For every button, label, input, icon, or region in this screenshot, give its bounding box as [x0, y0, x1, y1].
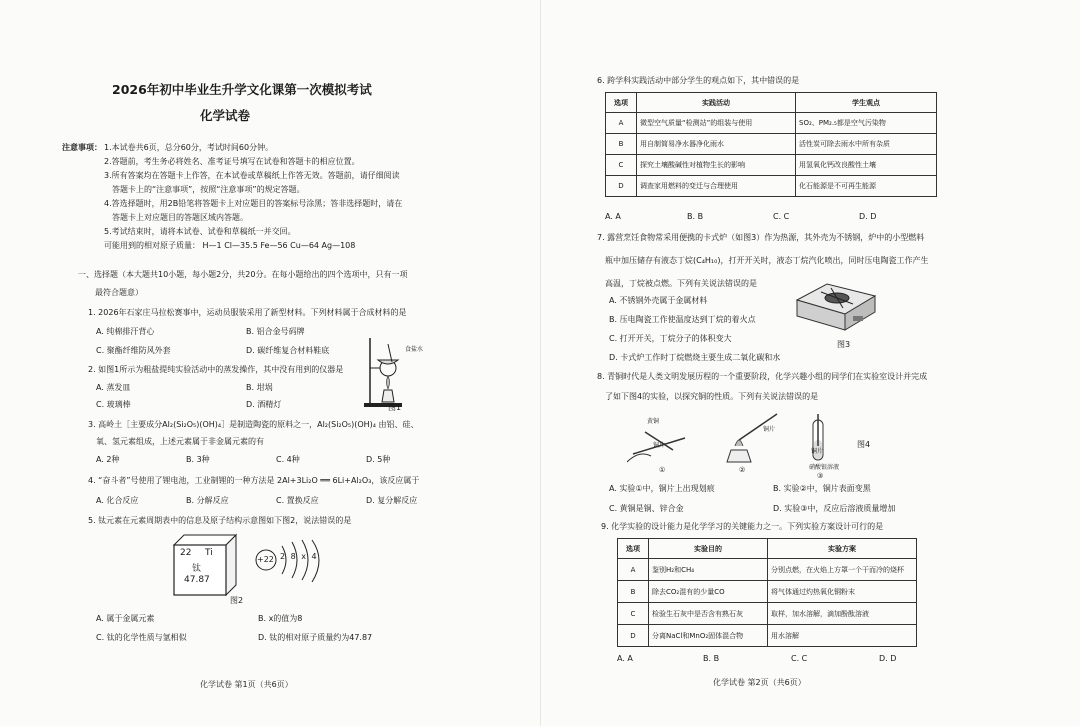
option-a: A. A [605, 212, 621, 221]
option-b: B. 压电陶瓷工作使温度达到丁烷的着火点 [609, 315, 756, 324]
table-cell: C [606, 155, 637, 176]
atomic-number: 22 [180, 548, 192, 558]
option-a: A. 不锈钢外壳属于金属材料 [609, 296, 708, 305]
table-cell: 检验生石灰中是否含有熟石灰 [649, 603, 768, 625]
table-header: 选项 [606, 93, 637, 113]
option-b: B. 分解反应 [186, 496, 229, 505]
option-c: C. 聚酯纤维防风外套 [96, 346, 171, 355]
option-c: C. C [773, 212, 790, 221]
option-a: A. 蒸发皿 [96, 383, 131, 392]
element-name: 钛 [192, 564, 202, 574]
question-6-table [605, 92, 937, 197]
figure-4-label: 图4 [857, 440, 871, 449]
note-line: 1.本试卷共6页，总分60分，考试时间60分钟。 [104, 143, 274, 152]
table-cell: 取样，加水溶解，滴加酚酞溶液 [768, 603, 917, 625]
option-c: C. 置换反应 [276, 496, 319, 505]
option-a: A. 属于金属元素 [96, 614, 155, 623]
question-7-stem: 7. 露营烹饪食物常采用便携的卡式炉（如图3）作为热源，其外壳为不锈钢，炉中的小型燃料 [597, 233, 925, 242]
question-1-stem: 1. 2026年石家庄马拉松赛事中，运动员服装采用了新型材料。下列材料属于合成材料的是 [88, 308, 407, 317]
experiment-2-number: ② [739, 466, 746, 474]
table-cell: 活性炭可除去雨水中所有杂质 [796, 134, 937, 155]
note-line: 5.考试结束时，请将本试卷、试卷和草稿纸一并交回。 [104, 227, 296, 236]
table-cell: 将气体通过灼热氧化铜粉末 [768, 581, 917, 603]
figure-2-label: 图2 [230, 596, 244, 605]
relative-atomic-mass: 47.87 [184, 575, 210, 585]
figure-3-cassette-stove [791, 278, 881, 336]
table-header: 选项 [618, 539, 649, 559]
question-3-stem: 3. 高岭土［主要成分Al₂(Si₂O₅)(OH)₄］是制造陶瓷的原料之一，Al₂(Si₂O₅)(OH)₄ 由铝、硅、 [88, 420, 419, 429]
table-cell: D [618, 625, 649, 647]
option-b: B. 铝合金号码牌 [246, 327, 305, 336]
question-9-stem: 9. 化学实验的设计能力是化学学习的关键能力之一。下列实验方案设计可行的是 [601, 522, 884, 531]
table-cell: 化石能源是不可再生能源 [796, 176, 937, 197]
table-cell: D [606, 176, 637, 197]
page-footer: 化学试卷 第2页（共6页） [713, 678, 806, 687]
figure-4-copper-label-2: 铜片 [763, 426, 776, 433]
option-a: A. 2种 [96, 455, 120, 464]
option-c: C. 玻璃棒 [96, 400, 131, 409]
table-cell: 分别点燃，在火焰上方罩一个干而冷的烧杯 [768, 559, 917, 581]
option-b: B. 坩埚 [246, 383, 273, 392]
option-a: A. 化合反应 [96, 496, 139, 505]
experiment-3-number: ③ [817, 472, 824, 480]
table-cell: 用自制简易净水器净化雨水 [637, 134, 796, 155]
table-row [606, 134, 937, 155]
table-row [618, 625, 917, 647]
exam-subject: 化学试卷 [200, 108, 251, 123]
question-3-stem-cont: 氧、氢元素组成，上述元素属于非金属元素的有 [96, 437, 264, 446]
option-d: D. 碳纤维复合材料鞋底 [246, 346, 330, 355]
figure-4-solution-label: 硝酸银溶液 [809, 464, 840, 471]
table-cell: A [606, 113, 637, 134]
table-row [606, 113, 937, 134]
figure-1-annotation: 食盐水 [405, 346, 424, 353]
option-d: D. 5种 [366, 455, 391, 464]
question-6-stem: 6. 跨学科实践活动中部分学生的观点如下，其中错误的是 [597, 76, 800, 85]
option-b: B. 实验②中，铜片表面变黑 [773, 484, 871, 493]
table-header: 实验目的 [649, 539, 768, 559]
table-header: 实践活动 [637, 93, 796, 113]
table-cell: B [606, 134, 637, 155]
option-b: B. B [687, 212, 704, 221]
option-d: D. D [859, 212, 877, 221]
option-a: A. 纯棉排汗背心 [96, 327, 155, 336]
section-heading-cont: 最符合题意） [95, 288, 143, 297]
question-4-stem: 4. “奋斗者”号使用了锂电池，工业制锂的一种方法是 2Al+3Li₂O ══ 6Li+Al₂O₃，该反应属于 [88, 476, 420, 485]
option-b: B. 3种 [186, 455, 210, 464]
question-7-stem-cont: 高温，丁烷被点燃。下列有关说法错误的是 [605, 279, 757, 288]
notes-label: 注意事项： [62, 143, 102, 152]
table-row [606, 155, 937, 176]
exam-title: 2026年初中毕业生升学文化课第一次模拟考试 [112, 82, 372, 97]
table-header: 学生观点 [796, 93, 937, 113]
option-c: C. 4种 [276, 455, 300, 464]
section-heading: 一、选择题（本大题共10小题，每小题2分，共20分。在每小题给出的四个选项中，只有一项 [78, 270, 408, 279]
option-c: C. 打开开关，丁烷分子的体积变大 [609, 334, 732, 343]
electron-shells: 2 8 x 4 [280, 552, 317, 561]
table-cell: 微型空气质量“检测站”的组装与使用 [637, 113, 796, 134]
atomic-structure-diagram [252, 538, 332, 600]
question-8-stem: 8. 青铜时代是人类文明发展历程的一个重要阶段，化学兴趣小组的同学们在实验室设计并完成 [597, 372, 928, 381]
note-line: 4.答选择题时，用2B铅笔将答题卡上对应题目的答案标号涂黑；答非选择题时，请在 [104, 199, 403, 208]
figure-4-copper-label-3: 铜片 [811, 448, 824, 455]
option-b: B. B [703, 654, 720, 663]
table-cell: 除去CO₂混有的少量CO [649, 581, 768, 603]
table-cell: C [618, 603, 649, 625]
element-symbol: Ti [205, 548, 213, 558]
option-d: D. 酒精灯 [246, 400, 282, 409]
table-header: 实验方案 [768, 539, 917, 559]
option-b: B. x的值为8 [258, 614, 303, 623]
note-line: 3.所有答案均在答题卡上作答，在本试卷或草稿纸上作答无效。答题前，请仔细阅读 [104, 171, 400, 180]
figure-3-label: 图3 [837, 340, 851, 349]
table-cell: 调查家用燃料的变迁与合理使用 [637, 176, 796, 197]
table-row [618, 581, 917, 603]
table-cell: 用氢氧化钙改良酸性土壤 [796, 155, 937, 176]
experiment-1-number: ① [659, 466, 666, 474]
table-cell: 用水溶解 [768, 625, 917, 647]
option-d: D. 卡式炉工作时丁烷燃烧主要生成二氧化碳和水 [609, 353, 781, 362]
question-5-stem: 5. 钛元素在元素周期表中的信息及原子结构示意图如下图2，说法错误的是 [88, 516, 352, 525]
figure-1-label: 图1 [388, 403, 402, 412]
option-d: D. 钛的相对原子质量约为47.87 [258, 633, 373, 642]
table-cell: 探究土壤酸碱性对植物生长的影响 [637, 155, 796, 176]
question-8-stem-cont: 了如下图4的实验，以探究铜的性质。下列有关说法错误的是 [605, 392, 819, 401]
question-2-stem: 2. 如图1所示为粗盐提纯实验活动中的蒸发操作，其中没有用到的仪器是 [88, 365, 344, 374]
table-cell: 鉴别H₂和CH₄ [649, 559, 768, 581]
figure-4-brass-label: 黄铜 [647, 418, 660, 425]
note-line: 答题卡上的“注意事项”，按照“注意事项”的规定答题。 [112, 185, 305, 194]
option-d: D. 复分解反应 [366, 496, 418, 505]
table-cell: A [618, 559, 649, 581]
table-cell: B [618, 581, 649, 603]
option-d: D. D [879, 654, 897, 663]
option-d: D. 实验③中，反应后溶液质量增加 [773, 504, 896, 513]
question-9-table [617, 538, 917, 647]
option-a: A. A [617, 654, 633, 663]
option-c: C. 钛的化学性质与氩相似 [96, 633, 187, 642]
atomic-masses: 可能用到的相对原子质量： H—1 Cl—35.5 Fe—56 Cu—64 Ag—108 [104, 241, 356, 250]
table-cell: SO₂、PM₂.₅都是空气污染物 [796, 113, 937, 134]
option-c: C. C [791, 654, 808, 663]
page-footer: 化学试卷 第1页（共6页） [200, 680, 293, 689]
note-line: 2.答题前，考生务必将姓名、准考证号填写在试卷和答题卡的相应位置。 [104, 157, 360, 166]
table-row [618, 603, 917, 625]
exam-page-2 [540, 0, 1080, 726]
option-a: A. 实验①中，铜片上出现划痕 [609, 484, 715, 493]
figure-4-copper-label: 铜片 [653, 442, 666, 449]
nucleus-charge: +22 [257, 555, 274, 564]
note-line: 答题卡上对应题目的答题区域内答题。 [112, 213, 248, 222]
table-row [606, 176, 937, 197]
question-7-stem-cont: 瓶中加压储存有液态丁烷(C₄H₁₀)，打开开关时，液态丁烷汽化喷出，同时压电陶瓷工作产生 [605, 256, 929, 265]
table-cell: 分离NaCl和MnO₂固体混合物 [649, 625, 768, 647]
option-c: C. 黄铜是铜、锌合金 [609, 504, 684, 513]
table-row [618, 559, 917, 581]
periodic-table-cell-titanium [170, 533, 240, 597]
